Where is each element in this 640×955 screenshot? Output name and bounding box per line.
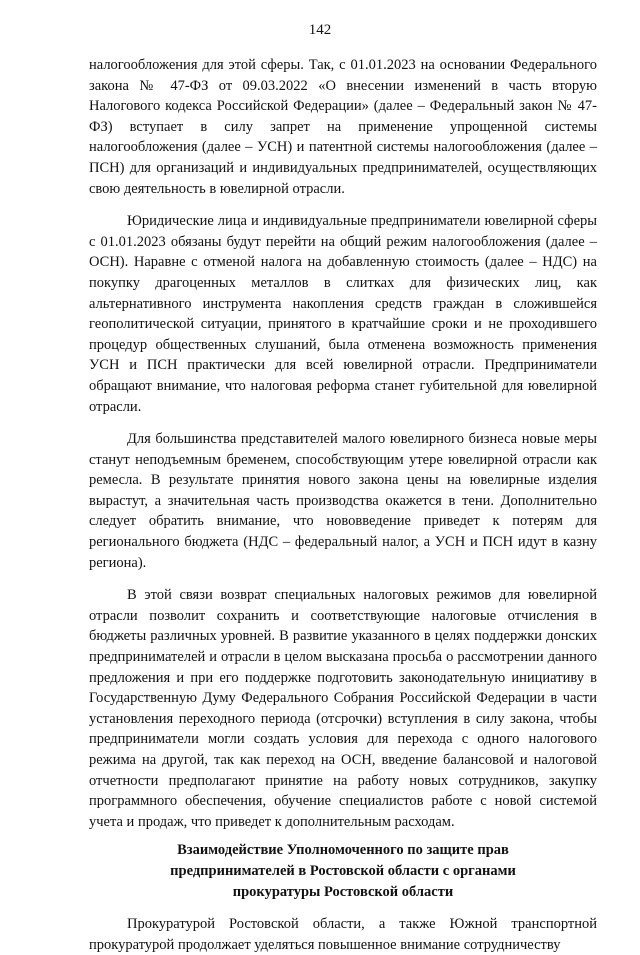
page-number: 142: [308, 22, 332, 38]
paragraph-prosecutors: Прокуратурой Ростовской области, а также Южной транспортной прокуратурой продолжает уделяться повышенное внимание сотрудничеству: [89, 916, 597, 953]
section-heading: [89, 840, 597, 902]
paragraph-special-regimes: В этой связи возврат специальных налоговых режимов для ювелирной отрасли позволит сохранить и соответствующие налоговые отчисления в бюджеты различных уровней. В развитие указанного в целях поддержки донских предпринимателей и отрасли в целом высказана просьба о рассмотрении данного предложения и при его поддержке подготовить законодательную инициативу в Государственную Думу Федерального Собрания Российской Федерации в части установления переходного периода (отсрочки) вступления в силу закона, чтобы предприниматели могли создать условия для перехода с одного налогового режима на другой, так как переход на ОСН, введение балансовой и налоговой отчетности предполагают принятие на работу новых сотрудников, закупку программного обеспечения, обучение специалистов работе с новой системой учета и продаж, что приведет к дополнительным расходам.: [89, 587, 597, 830]
section-heading-line-2: предпринимателей в Ростовской области с органами: [170, 862, 516, 879]
paragraph-legal-entities: Юридические лица и индивидуальные предприниматели ювелирной сферы с 01.01.2023 обязаны будут перейти на общий режим налогообложения (далее – ОСН). Наравне с отменой налога на добавленную стоимость (далее – НДС) на покупку драгоценных металлов в слитках для физических лиц, как альтернативного инструмента накопления средств граждан в сложившейся геополитической ситуации, принятого в кратчайшие сроки и не проходившего процедур общественных слушаний, была отменена возможность применения УСН и ПСН практически для всей ювелирной отрасли. Предприниматели обращают внимание, что налоговая реформа станет губительной для ювелирной отрасли.: [89, 213, 597, 415]
section-heading-line-3: прокуратуры Ростовской области: [232, 883, 454, 900]
paragraph-small-business: Для большинства представителей малого ювелирного бизнеса новые меры станут неподъемным бременем, способствующим утере ювелирной отрасли как ремесла. В результате принятия нового закона цены на ювелирные изделия вырастут, а значительная часть производства окажется в тени. Дополнительно следует обратить внимание, что нововведение приведет к потерям для регионального бюджета (НДС – федеральный налог, а УСН и ПСН идут в казну региона).: [89, 431, 597, 571]
document-body: [89, 55, 597, 955]
paragraph-continuation: налогообложения для этой сферы. Так, с 01.01.2023 на основании Федерального закона № 47-ФЗ от 09.03.2022 «О внесении изменений в часть вторую Налогового кодекса Российской Федерации» (далее – Федеральный закон № 47-ФЗ) вступает в силу запрет на применение упрощенной системы налогообложения (далее – УСН) и патентной системы налогообложения (далее – ПСН) для организаций и индивидуальных предпринимателей, осуществляющих свою деятельность в ювелирной отрасли.: [89, 57, 597, 197]
section-heading-line-1: Взаимодействие Уполномоченного по защите прав: [177, 842, 509, 859]
